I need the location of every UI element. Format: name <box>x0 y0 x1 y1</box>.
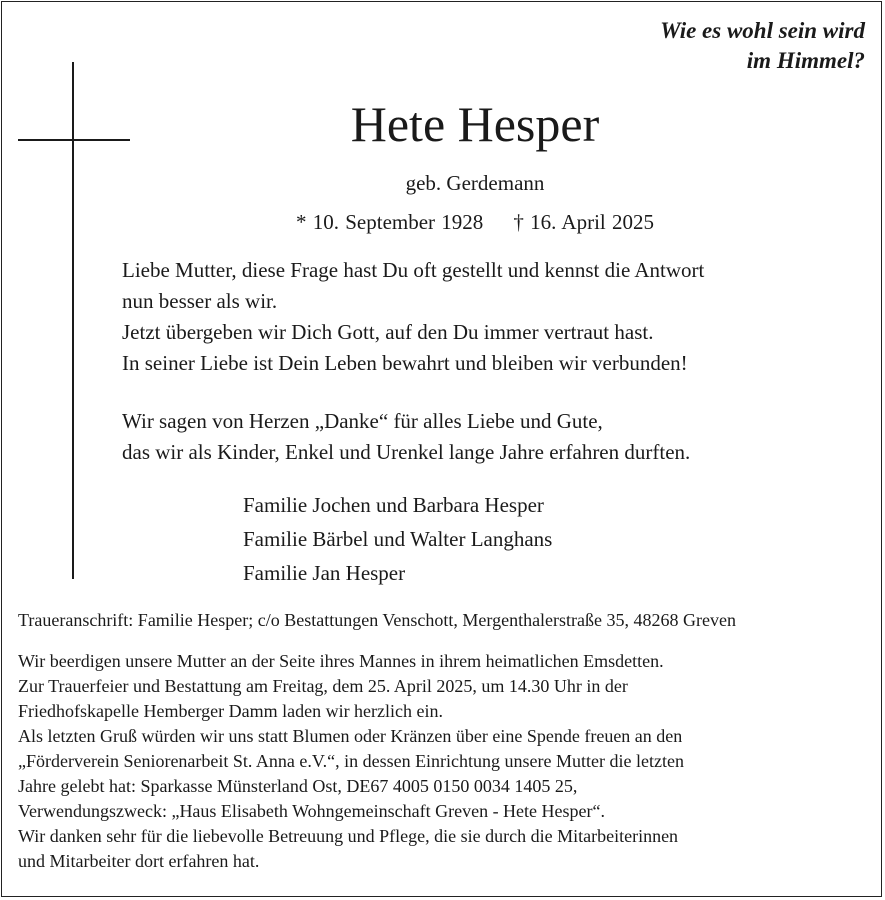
verse-text <box>122 255 704 379</box>
thanks-text <box>122 406 690 468</box>
motto-line: im Himmel? <box>746 48 865 73</box>
notice-line: Jahre gelebt hat: Sparkasse Münsterland Ost, DE67 4005 0150 0034 1405 25, <box>18 776 578 796</box>
thanks-line: das wir als Kinder, Enkel und Urenkel lange Jahre erfahren durften. <box>122 440 691 464</box>
notice-line: Zur Trauerfeier und Bestattung am Freitag, dem 25. April 2025, um 14.30 Uhr in der <box>18 676 628 696</box>
life-dates <box>0 208 885 236</box>
thanks-line: Wir sagen von Herzen „Danke“ für alles Liebe und Gute, <box>122 409 603 433</box>
verse-line: Liebe Mutter, diese Frage hast Du oft gestellt und kennst die Antwort <box>122 258 705 282</box>
notice-line: Als letzten Gruß würden wir uns statt Blumen oder Kränzen über eine Spende freuen an den <box>18 726 683 746</box>
birth-date: * 10. September 1928 <box>296 210 484 234</box>
funeral-notice <box>18 649 868 874</box>
notice-line: Verwendungszweck: „Haus Elisabeth Wohngemeinschaft Greven - Hete Hesper“. <box>18 801 606 821</box>
death-date: † 16. April 2025 <box>513 210 654 234</box>
family-list <box>243 488 552 590</box>
family-name: Familie Jochen und Barbara Hesper <box>243 493 544 517</box>
mourning-address: Traueranschrift: Familie Hesper; c/o Bestattungen Venschott, Mergenthalerstraße 35, 48268 Greven <box>18 610 736 630</box>
deceased-name: Hete Hesper <box>350 96 600 152</box>
verse-line: In seiner Liebe ist Dein Leben bewahrt und bleiben wir verbunden! <box>122 351 688 375</box>
maiden-name: geb. Gerdemann <box>405 171 545 195</box>
family-name: Familie Bärbel und Walter Langhans <box>243 527 553 551</box>
notice-line: Friedhofskapelle Hemberger Damm laden wir herzlich ein. <box>18 701 444 721</box>
notice-line: Wir beerdigen unsere Mutter an der Seite ihres Mannes in ihrem heimatlichen Emsdetten. <box>18 651 664 671</box>
notice-line: „Förderverein Seniorenarbeit St. Anna e.V.“, in dessen Einrichtung unsere Mutter die letzten <box>18 751 684 771</box>
family-name: Familie Jan Hesper <box>243 561 406 585</box>
verse-line: nun besser als wir. <box>122 289 278 313</box>
verse-line: Jetzt übergeben wir Dich Gott, auf den Du immer vertraut hast. <box>122 320 654 344</box>
notice-line: Wir danken sehr für die liebevolle Betreuung und Pflege, die sie durch die Mitarbeiterinnen <box>18 826 679 846</box>
notice-line: und Mitarbeiter dort erfahren hat. <box>18 851 260 871</box>
motto <box>660 16 865 76</box>
motto-line: Wie es wohl sein wird <box>660 18 865 43</box>
